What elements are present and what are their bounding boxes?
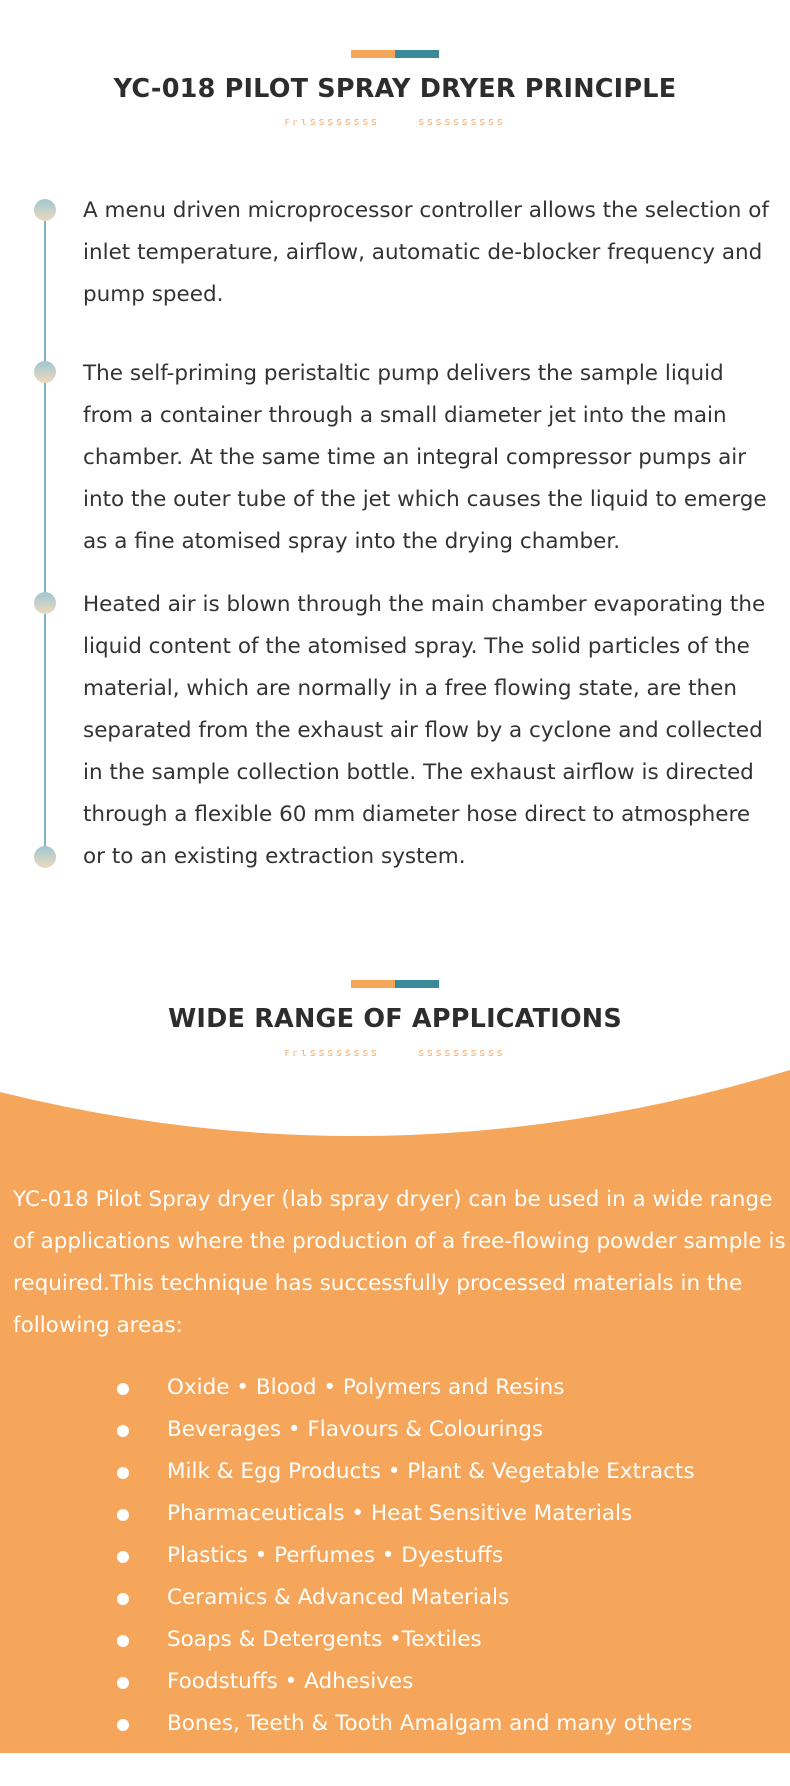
timeline-dot [34,592,56,614]
bullet-icon [117,1509,129,1521]
bullet-icon [117,1551,129,1563]
timeline-dot [34,846,56,868]
bullet-icon [117,1677,129,1689]
list-item-label: Foodstuffs • Adhesives [167,1669,414,1694]
list-item-label: Ceramics & Advanced Materials [167,1585,510,1610]
list-item-label: Plastics • Perfumes • Dyestuffs [167,1543,504,1568]
list-item [0,1409,790,1451]
applications-intro: YC-018 Pilot Spray dryer (lab spray dryer) can be used in a wide range of applications where the production of a free-flowing powder sample is required.This technique has successfully processed materials in the following areas: [13,1187,786,1338]
decorative-subtitle-glyphs: ꜰᴦɩꜱꜱꜱꜱꜱꜱꜱꜱ ꜱꜱꜱꜱꜱꜱꜱꜱꜱꜱ [284,1046,506,1059]
list-item-label: Bones, Teeth & Tooth Amalgam and many others [167,1711,693,1736]
timeline-dot [34,199,56,221]
title-accent-bar [351,50,439,58]
accent-bar-teal [395,50,439,58]
accent-bar-orange [351,980,395,988]
list-item [0,1535,790,1577]
accent-bar-orange [351,50,395,58]
list-item [0,1619,790,1661]
list-item [0,1577,790,1619]
list-item [0,1703,790,1745]
list-item [0,1661,790,1703]
principle-paragraph: Heated air is blown through the main chamber evaporating the liquid content of the atomised spray. The solid particles of the material, which are normally in a free flowing state, are then separated from the exhaust air flow by a cyclone and collected in the sample collection bottle. The exhaust airflow is directed through a flexible 60 mm diameter hose direct to atmosphere or to an existing extraction system. [83,592,766,869]
bullet-icon [117,1383,129,1395]
timeline-dot [34,361,56,383]
list-item-label: Soaps & Detergents •Textiles [167,1627,482,1652]
bullet-icon [117,1635,129,1647]
section-title-applications: WIDE RANGE OF APPLICATIONS [168,1004,622,1034]
accent-bar-teal [395,980,439,988]
list-item-label: Milk & Egg Products • Plant & Vegetable Extracts [167,1459,695,1484]
principle-paragraph: A menu driven microprocessor controller allows the selection of inlet temperature, airflow, automatic de-blocker frequency and pump speed. [83,198,769,307]
section-title-principle: YC-018 PILOT SPRAY DRYER PRINCIPLE [113,74,677,104]
bullet-icon [117,1425,129,1437]
list-item [0,1451,790,1493]
applications-list [0,1367,790,1745]
list-item [0,1367,790,1409]
title-accent-bar [351,980,439,988]
bullet-icon [117,1467,129,1479]
list-item-label: Oxide • Blood • Polymers and Resins [167,1375,565,1400]
timeline-line [44,210,46,860]
decorative-subtitle-glyphs: ꜰᴦɩꜱꜱꜱꜱꜱꜱꜱꜱ ꜱꜱꜱꜱꜱꜱꜱꜱꜱꜱ [284,115,506,128]
list-item-label: Beverages • Flavours & Colourings [167,1417,544,1442]
principle-paragraph: The self-priming peristaltic pump delivers the sample liquid from a container through a small diameter jet into the main chamber. At the same time an integral compressor pumps air into the outer tube of the jet which causes the liquid to emerge as a fine atomised spray into the drying chamber. [83,361,767,554]
bullet-icon [117,1719,129,1731]
list-item [0,1493,790,1535]
list-item-label: Pharmaceuticals • Heat Sensitive Materials [167,1501,633,1526]
bullet-icon [117,1593,129,1605]
